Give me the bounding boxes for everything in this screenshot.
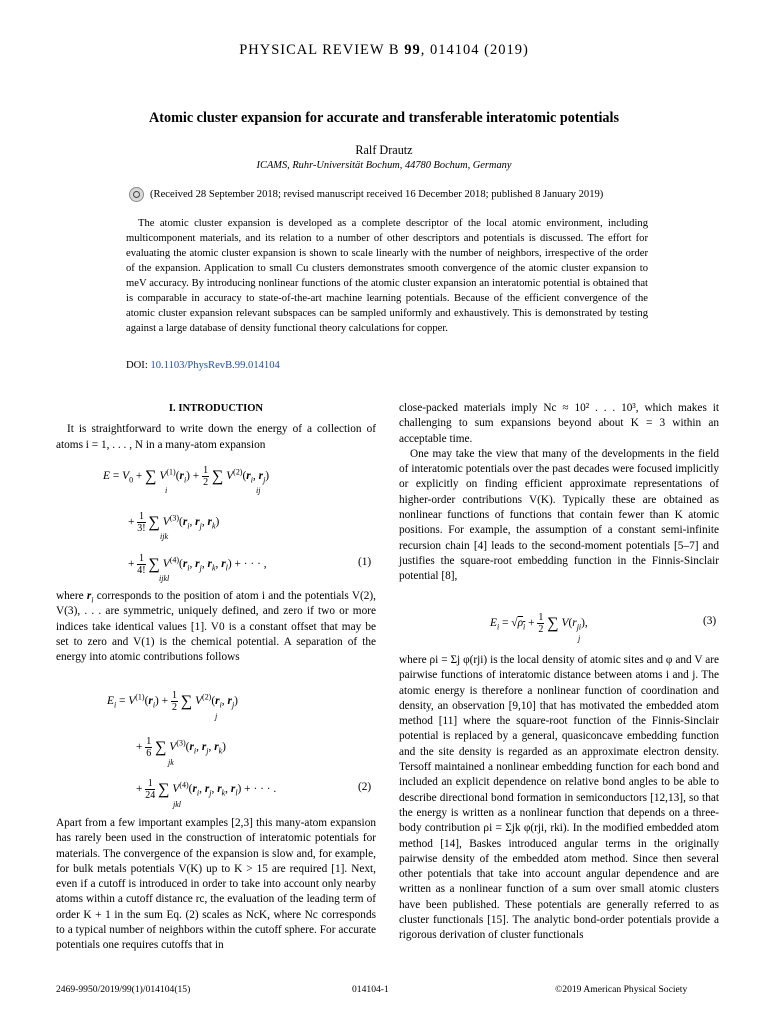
- left-paragraph-3-block: [56, 816, 376, 954]
- equation-1-line-2: + $\frac{1}{3!}$ ∑ $V^{(3)}(r_i$, $r_j$, $r_k$): [128, 511, 220, 534]
- paper-title: Atomic cluster expansion for accurate and transferable interatomic potentials: [149, 110, 619, 126]
- sum-index-jk: jk: [168, 758, 174, 767]
- footer-copyright: ©2019 American Physical Society: [555, 984, 688, 995]
- section-heading: I. INTRODUCTION: [168, 403, 264, 414]
- left-column: [56, 401, 376, 453]
- intro-paragraph-1: It is straightforward to write down the energy of a collection of atoms i = 1, . . . , N in a many-atom expansion: [56, 423, 376, 451]
- check-for-updates-icon[interactable]: [129, 187, 144, 202]
- right-paragraph-3: where ρi = Σj φ(rji) is the local density of atomic sites and φ and V are pairwise functions of interatomic distance between atoms i and j. The atomic energy is therefore a nonlinear function of coordination and density, an observation [9,10] that has motivated the embedded atom method [11] where the square-root function of the Finnis-Sinclair potential is replaced by a general, quasiconcave embedding function and the site density is regarded as an approximate electron density. Tersoff maintained a nonlinear embedding function for each bond and included an explicit dependence on relative bond angles to be able to describe directional bond formation in semiconductors [12,13], so that the energy is written as a nonlinear function that depends on a three-body contribution ρi = Σjk φ(rji, rki). In the modified embedded atom method [14], Baskes introduced angular terms in the originally pairwise density of the embedded atom method. Since then several other potentials that take into account angular dependence and are written as a nonlinear function of a sum over small atomic clusters have been published. These potentials are generally referred to as cluster functionals [15]. The analytic bond-order potentials provide a rigorous derivation of cluster functionals: [399, 654, 719, 942]
- sum-index-jkl: jkl: [173, 800, 181, 809]
- equation-2-line-1: $E_i = V^{(1)}(r_i)$ + $\frac{1}{2}$ ∑ $V^{(2)}(r_i$, $r_j$): [107, 690, 238, 713]
- journal-volume: 99: [404, 42, 421, 58]
- right-paragraph-1: close-packed materials imply Nc ≈ 10² . . . 10³, which makes it challenging to sum expansions beyond about K = 3 within an acceptable time.: [399, 402, 719, 445]
- equation-3-number: (3): [703, 615, 717, 627]
- right-paragraph-2: One may take the view that many of the developments in the field of interatomic potentials over the past decades were focused implicitly or explicitly on finding efficient approximate representations of higher-order contributions V(K). Typically these are obtained as nonlinear functions of functions that contain fewer than K atomic positions. For example, the assumption of a constant semi-infinite recursion chain [4] leads to the second-moment potentials [5–7] and justifies the square-root embedding function in the Finnis-Sinclair potential [8],: [399, 447, 719, 583]
- footer-issn: 2469-9950/2019/99(1)/014104(15): [56, 984, 191, 995]
- author: Ralf Drautz: [355, 143, 413, 157]
- intro-paragraph-2-text: corresponds to the position of atom i and the potentials V(2), V(3), . . . are symmetric, uniquely defined, and zero if two or more indices take identical values [1]. V0 is a constant offset that may be set to zero and V(1) is the chemical potential. A separation of the energy into atomic contributions follows: [56, 590, 377, 664]
- equation-2-number: (2): [358, 781, 372, 793]
- doi-link[interactable]: 10.1103/PhysRevB.99.014104: [150, 360, 280, 371]
- doi-line: [126, 360, 280, 371]
- affiliation: ICAMS, Ruhr-Universität Bochum, 44780 Bochum, Germany: [256, 160, 512, 171]
- right-column-bottom: [399, 653, 719, 944]
- abstract: The atomic cluster expansion is developed as a complete descriptor of the local atomic environment, including multicomponent materials, and its relation to a number of other descriptors and potentials is discussed. The effort for evaluating the atomic cluster expansion is shown to scale linearly with the number of neighbors, irrespective of the order of the expansion. Application to small Cu clusters demonstrates smooth convergence of the atomic cluster expansion to meV accuracy. By introducing nonlinear functions of the atomic cluster expansion an interatomic potential is obtained that is comparable in accuracy to state-of-the-art machine learning potentials. Because of the efficient convergence of the atomic cluster expansion relevant subspaces can be sampled uniformly and exhaustively. This is demonstrated by testing against a large database of density functional theory calculations for copper.: [126, 218, 648, 334]
- sum-index-ij: ij: [256, 486, 261, 495]
- left-paragraph-2-block: [56, 589, 376, 665]
- equation-2-line-2: + $\frac{1}{6}$ ∑ $V^{(3)}(r_i$, $r_j$, $r_k$): [136, 736, 226, 759]
- equation-3: $E_i = √\rho_i$ + $\frac{1}{2}$ ∑ $V(r_{ji})$,: [490, 612, 588, 635]
- sum-index-j: j: [215, 712, 218, 721]
- sum-index-ijkl: ijkl: [159, 574, 170, 583]
- journal-issue: , 014104 (2019): [420, 42, 529, 58]
- received-dates: (Received 28 September 2018; revised manuscript received 16 December 2018; published 8 January 2019): [150, 189, 604, 200]
- intro-paragraph-2: where $r_i$ corresponds to the position of atom i and the potentials V(2), V(3), . . . are symmetric, uniquely defined, and zero if two or more indices take identical values [1]. V0 is a constant offset that may be set to zero and V(1) is the chemical potential. A separation of the energy into atomic contributions follows: [56, 590, 377, 664]
- sum-index-ijk: ijk: [160, 532, 168, 541]
- doi-label: DOI:: [126, 360, 148, 371]
- journal-name: PHYSICAL REVIEW B: [239, 42, 400, 58]
- sum-index-i: i: [165, 486, 168, 495]
- footer-page-number: 014104-1: [352, 984, 389, 995]
- where-word: where: [56, 590, 84, 602]
- equation-1-line-1: $E = V_0$ + ∑ $V^{(1)}(r_i)$ + $\frac{1}{2}$ ∑ $V^{(2)}(r_i$, $r_j$): [103, 465, 270, 488]
- equation-1-line-3: + $\frac{1}{4!}$ ∑ $V^{(4)}(r_i$, $r_j$, $r_k$, $r_l$) + · · · ,: [128, 553, 267, 576]
- intro-paragraph-3: Apart from a few important examples [2,3] this many-atom expansion has rarely been used in the construction of interatomic potentials for materials. The convergence of the expansion is slow and, for example, for bulk metals potentials V(K) up to K > 15 are required [1]. Next, even if a cutoff is introduced in order to take into account only nearby atoms within a cutoff distance rc, the evaluation of the leading term of order K + 1 in the sum Eq. (2) scales as NcK, where Nc corresponds to a typical number of neighbors within the cutoff sphere. For accurate potentials one requires cutoffs that in: [56, 817, 376, 952]
- equation-2-line-3: + $\frac{1}{24}$ ∑ $V^{(4)}(r_i$, $r_j$, $r_k$, $r_l$) + · · · .: [136, 778, 277, 801]
- journal-header: [0, 42, 768, 59]
- sum-index-j-eq3: j: [578, 634, 581, 643]
- equation-1-number: (1): [358, 556, 372, 568]
- right-column-top: [399, 401, 719, 585]
